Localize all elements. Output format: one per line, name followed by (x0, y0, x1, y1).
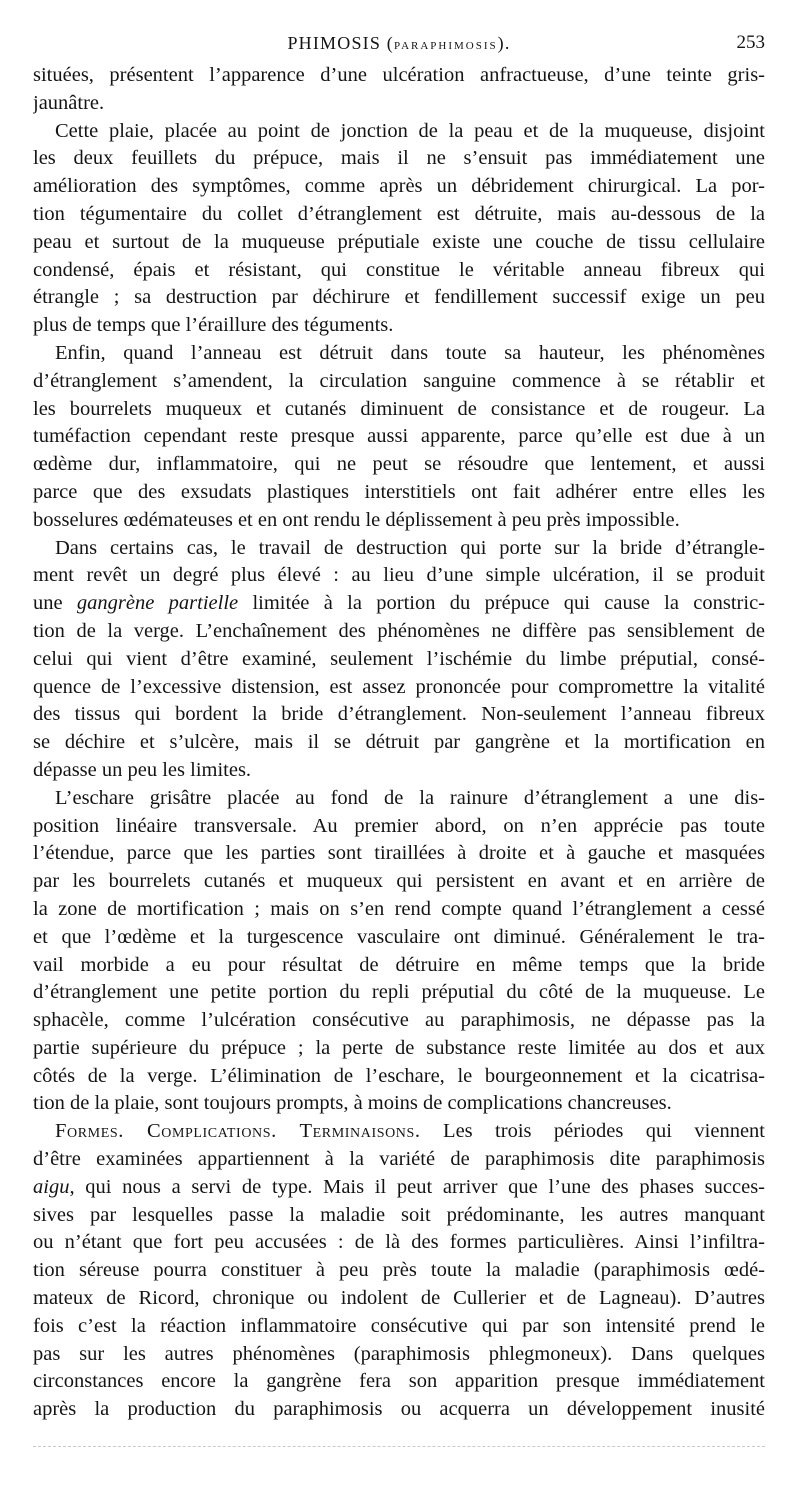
text-run: d’être examinées appartiennent à la variété de paraphimosis dite paraphimosis (33, 1148, 765, 1171)
running-title-sub: PARAPHIMOSIS (393, 40, 498, 52)
text-run: vail morbide a eu pour résultat de détruire en même temps que la bride (33, 953, 765, 976)
text-line (33, 284, 765, 312)
body-text (33, 62, 765, 1424)
text-run: des tissus qui bordent la bride d’étranglement. Non-seulement l’anneau fibreux (33, 703, 765, 726)
text-line (33, 840, 765, 868)
text-line (33, 1007, 765, 1035)
running-title (33, 31, 765, 58)
text-run: sphacèle, comme l’ulcération consécutive au paraphimosis, ne dépasse pas la (33, 1009, 765, 1032)
text-line (33, 1202, 765, 1230)
text-run: ment revêt un degré plus élevé : au lieu d’une simple ulcération, il se produit (33, 564, 765, 587)
page-number: 253 (736, 32, 765, 53)
text-run: la zone de mortification ; mais on s’en rend compte quand l’étranglement a cessé (33, 897, 765, 920)
running-title-main: PHIMOSIS ( (287, 33, 394, 53)
text-run: par les bourrelets cutanés et muqueux qui persistent en avant et en arrière de (33, 870, 765, 893)
text-line (33, 813, 765, 841)
text-line (33, 896, 765, 924)
text-run: mateux de Ricord, chronique ou indolent de Cullerier et de Lagneau). D’autres (33, 1287, 765, 1310)
text-run: les bourrelets muqueux et cutanés diminuent de consistance et de rougeur. La (33, 397, 765, 420)
text-line (33, 1035, 765, 1063)
text-run: étrangle ; sa destruction par déchirure et fendillement successif exige un peu (33, 286, 765, 309)
text-run: amélioration des symptômes, comme après un débridement chirurgical. La por- (33, 175, 765, 198)
text-run: pas sur les autres phénomènes (paraphimosis phlegmoneux). Dans quelques (33, 1342, 765, 1365)
text-run: tion de la verge. L’enchaînement des phénomènes ne diffère pas sensiblement de (33, 619, 765, 642)
text-line (33, 701, 765, 729)
italic-term: aigu (33, 1175, 70, 1198)
text-run: tion séreuse pourra constituer à peu près toute la maladie (paraphimosis œdé- (33, 1259, 765, 1282)
italic-term: gangrène partielle (76, 592, 239, 615)
text-run: bosselures œdémateuses et en ont rendu le déplissement à peu près impossible. (33, 508, 680, 531)
text-run: condensé, épais et résistant, qui constitue le véritable anneau fibreux qui (33, 258, 765, 281)
text-line (33, 729, 765, 757)
text-line (33, 590, 765, 618)
text-run: tion de la plaie, sont toujours prompts, à moins de complications chancreuses. (33, 1092, 672, 1115)
text-line (33, 257, 765, 285)
text-run: position linéaire transversale. Au premier abord, on n’en apprécie pas toute (33, 814, 765, 837)
text-line (33, 451, 765, 479)
running-title-close: ). (497, 33, 511, 53)
text-run: les deux feuillets du prépuce, mais il ne s’ensuit pas immédiatement une (33, 147, 765, 170)
text-line (33, 674, 765, 702)
running-head (33, 31, 765, 55)
bottom-dash-marks (33, 1446, 765, 1451)
text-line (33, 1257, 765, 1285)
text-run: d’étranglement une petite portion du repli préputial du côté de la muqueuse. Le (33, 981, 765, 1004)
text-line (33, 868, 765, 896)
text-line (33, 757, 765, 785)
text-line (33, 1229, 765, 1257)
text-line (33, 952, 765, 980)
text-line (33, 535, 765, 563)
text-line (33, 340, 765, 368)
text-run: et que l’œdème et la turgescence vasculaire ont diminué. Généralement le tra- (33, 925, 765, 948)
text-line (33, 479, 765, 507)
text-run: œdème dur, inflammatoire, qui ne peut se résoudre que lentement, et aussi (33, 453, 765, 476)
text-run: jaunâtre. (33, 91, 105, 114)
text-run: circonstances encore la gangrène fera son apparition presque immédiatement (33, 1370, 765, 1393)
text-line (33, 1368, 765, 1396)
text-run: Les trois périodes qui viennent (420, 1120, 765, 1143)
text-run: sives par lesquelles passe la maladie soit prédominante, les autres manquant (33, 1203, 765, 1226)
text-line (33, 1063, 765, 1091)
text-run: quence de l’excessive distension, est assez prononcée pour compromettre la vitalité (33, 675, 765, 698)
text-line (33, 1285, 765, 1313)
text-run: l’étendue, parce que les parties sont tiraillées à droite et à gauche et masquées (33, 842, 765, 865)
text-run: situées, présentent l’apparence d’une ulcération anfractueuse, d’une teinte gris- (33, 64, 765, 86)
text-run: ou n’étant que fort peu accusées : de là des formes particulières. Ainsi l’infiltra- (33, 1231, 765, 1254)
text-line (33, 646, 765, 674)
text-line (33, 1090, 765, 1118)
text-run: partie supérieure du prépuce ; la perte de substance reste limitée au dos et aux (33, 1036, 765, 1059)
text-run: Enfin, quand l’anneau est détruit dans toute sa hauteur, les phénomènes (55, 341, 765, 364)
text-line (33, 1118, 765, 1146)
text-run: limitée à la portion du prépuce qui cause la constric- (238, 592, 765, 615)
text-line (33, 368, 765, 396)
text-run: Dans certains cas, le travail de destruction qui porte sur la bride d’étrangle- (55, 536, 765, 559)
text-run: , qui nous a servi de type. Mais il peut arriver que l’une des phases succes- (69, 1175, 765, 1198)
text-run: plus de temps que l’éraillure des téguments. (33, 314, 394, 337)
text-line (33, 507, 765, 535)
text-run: dépasse un peu les limites. (33, 758, 252, 781)
text-line (33, 1146, 765, 1174)
text-line (33, 90, 765, 118)
text-line (33, 229, 765, 257)
text-line (33, 785, 765, 813)
text-run: après la production du paraphimosis ou acquerra un développement inusité (33, 1398, 765, 1421)
text-line (33, 145, 765, 173)
text-line (33, 1341, 765, 1369)
text-line (33, 173, 765, 201)
text-line (33, 618, 765, 646)
text-line (33, 118, 765, 146)
text-run: tuméfaction cependant reste presque aussi apparente, parce qu’elle est due à un (33, 425, 765, 448)
section-heading: Formes. Complications. Terminaisons. (55, 1120, 421, 1143)
text-line (33, 201, 765, 229)
text-run: tion tégumentaire du collet d’étranglement est détruite, mais au-dessous de la (33, 202, 765, 225)
text-run: se déchire et s’ulcère, mais il se détruit par gangrène et la mortification en (33, 731, 765, 754)
text-run: fois c’est la réaction inflammatoire consécutive qui par son intensité prend le (33, 1314, 765, 1337)
text-line (33, 396, 765, 424)
text-line (33, 62, 765, 90)
text-line (33, 1396, 765, 1424)
text-line (33, 1174, 765, 1202)
text-line (33, 312, 765, 340)
text-run: Cette plaie, placée au point de jonction de la peau et de la muqueuse, disjoint (55, 119, 765, 142)
text-line (33, 924, 765, 952)
text-line (33, 423, 765, 451)
text-run: peau et surtout de la muqueuse préputiale existe une couche de tissu cellulaire (33, 230, 765, 253)
text-run: côtés de la verge. L’élimination de l’eschare, le bourgeonnement et la cicatrisa- (33, 1064, 765, 1087)
text-run: parce que des exsudats plastiques interstitiels ont fait adhérer entre elles les (33, 480, 765, 503)
text-line (33, 562, 765, 590)
text-run: L’eschare grisâtre placée au fond de la rainure d’étranglement a une dis- (55, 786, 765, 809)
text-line (33, 979, 765, 1007)
text-run: d’étranglement s’amendent, la circulation sanguine commence à se rétablir et (33, 369, 765, 392)
text-line (33, 1313, 765, 1341)
text-run: celui qui vient d’être examiné, seulement l’ischémie du limbe préputial, consé- (33, 647, 765, 670)
text-run: une (33, 592, 77, 615)
